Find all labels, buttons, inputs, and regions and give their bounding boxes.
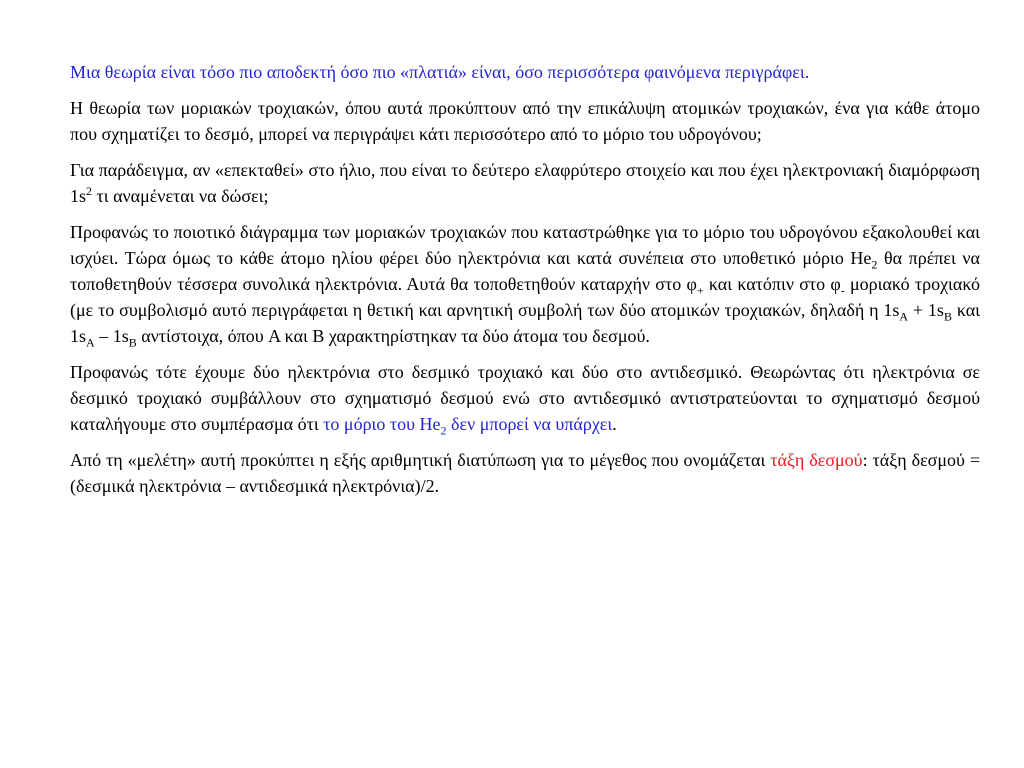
orbital-b-subscript-2: B bbox=[128, 335, 137, 350]
paragraph-mo-theory-question-text: Η θεωρία των μοριακών τροχιακών, όπου αυτά προκύπτουν από την επικάλυψη ατομικών τροχιακών, ένα για κάθε άτομο που σχηματίζει το δεσμό, μπορεί να περιγράψει κάτι περισσότερο από το μόριο του υδρογόνου; bbox=[70, 98, 980, 144]
he2-text-6: και 1s bbox=[70, 300, 981, 346]
helium-example-text-2: τι αναμένεται να δώσει; bbox=[92, 186, 269, 206]
he2-text-7: – 1s bbox=[94, 326, 129, 346]
conclusion-highlight bbox=[323, 414, 613, 438]
conclusion-blue-text-2: δεν μπορεί να υπάρχει bbox=[446, 414, 613, 434]
paragraph-intro bbox=[70, 59, 980, 85]
he2-text-3: και κατόπιν στο φ bbox=[703, 274, 841, 294]
phi-plus-subscript: + bbox=[696, 283, 704, 298]
paragraph-bond-order bbox=[70, 447, 980, 499]
he2-text-1: Προφανώς το ποιοτικό διάγραμμα των μοριακών τροχιακών που καταστρώθηκε για το μόριο του υδρογόνου εξακολουθεί και ισχύει. Τώρα όμως το κάθε άτομο ηλίου φέρει δύο ηλεκτρόνια και κατά συνέπεια στο υποθετικό μόριο He bbox=[70, 222, 980, 268]
conclusion-text-2: . bbox=[612, 414, 617, 434]
he2-text-4: μοριακό τροχιακό (με το συμβολισμό αυτό περιγράφεται η θετική και αρνητική συμβολή των δύο ατομικών τροχιακών, δηλαδή η 1s bbox=[70, 274, 981, 320]
orbital-a-subscript-2: A bbox=[86, 335, 95, 350]
paragraph-intro-text: Μια θεωρία είναι τόσο πιο αποδεκτή όσο πιο «πλατιά» είναι, όσο περισσότερα φαινόμενα περιγράφει. bbox=[70, 62, 810, 82]
slide-text-body bbox=[70, 59, 980, 509]
conclusion-text-1: Προφανώς τότε έχουμε δύο ηλεκτρόνια στο δεσμικό τροχιακό και δύο στο αντιδεσμικό. Θεωρώντας ότι ηλεκτρόνια σε δεσμικό τροχιακό συμβάλλουν στο σχηματισμό δεσμού ενώ στο αντιδεσμικό αντιστρατεύονται το σχηματισμό δεσμού καταλήγουμε στο συμπέρασμα ότι bbox=[70, 362, 980, 434]
paragraph-mo-theory-question bbox=[70, 95, 980, 147]
conclusion-he2-subscript: 2 bbox=[440, 423, 447, 438]
bond-order-term: τάξη δεσμού bbox=[770, 450, 863, 470]
helium-config-superscript: 2 bbox=[86, 184, 93, 198]
he2-text-2: θα πρέπει να τοποθετηθούν τέσσερα συνολικά ηλεκτρόνια. Αυτά θα τοποθετηθούν καταρχήν στο φ bbox=[70, 248, 980, 294]
he2-text-8: αντίστοιχα, όπου A και B χαρακτηρίστηκαν τα δύο άτομα του δεσμού. bbox=[136, 326, 650, 346]
paragraph-he2-diagram bbox=[70, 219, 980, 349]
conclusion-blue-text-1: το μόριο του He bbox=[323, 414, 441, 434]
he2-text-5: + 1s bbox=[908, 300, 944, 320]
he2-subscript: 2 bbox=[871, 257, 878, 272]
orbital-b-subscript-1: B bbox=[943, 309, 952, 324]
orbital-a-subscript-1: A bbox=[899, 309, 909, 324]
bond-order-text-1: Από τη «μελέτη» αυτή προκύπτει η εξής αριθμητική διατύπωση για το μέγεθος που ονομάζεται bbox=[70, 450, 771, 470]
paragraph-he2-conclusion bbox=[70, 359, 980, 437]
paragraph-helium-example bbox=[70, 157, 980, 209]
bond-order-text-2: : τάξη δεσμού = (δεσμικά ηλεκτρόνια – αντιδεσμικά ηλεκτρόνια)/2. bbox=[70, 450, 980, 496]
helium-example-text-1: Για παράδειγμα, αν «επεκταθεί» στο ήλιο, που είναι το δεύτερο ελαφρύτερο στοιχείο και που έχει ηλεκτρονιακή διαμόρφωση 1s bbox=[70, 160, 980, 206]
phi-minus-subscript: - bbox=[840, 283, 845, 298]
